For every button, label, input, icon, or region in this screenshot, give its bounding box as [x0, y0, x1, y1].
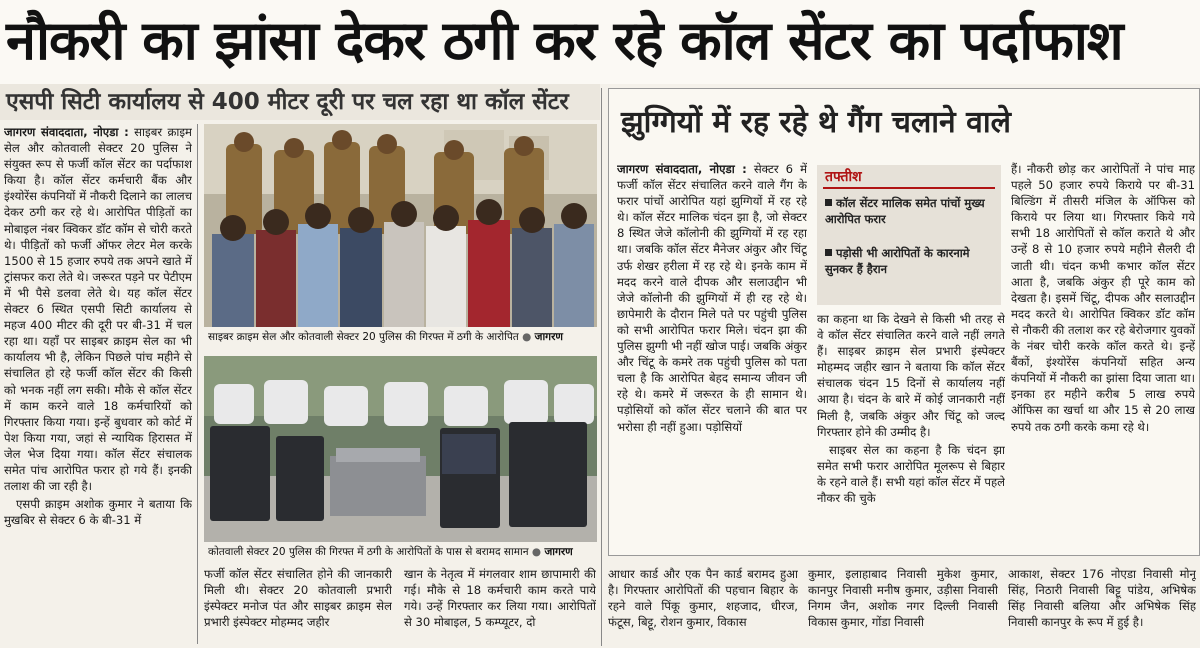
box-col3-text: हैं। नौकरी छोड़ कर आरोपितों ने पांच माह पहले 50 हजार रुपये किराये पर बी-31 बिल्डिंग में तीसरी मंजिल के ऑफिस को किराये पर लिया था। गिरफ्तार किये गये सभी 18 आरोपितों से कॉल कराते थे और उन्हें 8 से 10 हजार रुपये महीने सैलरी दी जाती थी। चंदन कभी कभार कॉल सेंटर आता है, जबकि अंकुर ही पूरे काम को देखता है। इसमें चिंटू, दीपक और सलाउद्दीन मदद करते थे। आरोपित क्विकर डॉट कॉम से नौकरी की तलाश कर रहे बेरोजगार युवकों के नंबर चोरी करके कॉल करते थे। इन्हें बैंकों, इंश्योरेंस कंपनियों सहित अन्य कंपनियों में नौकरी का झांसा दिया जाता था। इनका हर महीने करीब 5 लाख रुपये ऑफिस का खर्चा था और 15 से 20 लाख रुपये तक ठगी करके कमा रहे थे।: [1011, 162, 1195, 434]
slum-gang-story-box: [608, 88, 1200, 556]
sidebar-item-text: पड़ोसी भी आरोपितों के कारनामे सुनकर हैं हैरान: [825, 246, 970, 276]
main-col2-text: फर्जी कॉल सेंटर संचालित होने की जानकारी मिली थी। सेक्टर 20 कोतवाली प्रभारी इंस्पेक्टर मनोज पंत और साइबर क्राइम सेल प्रभारी इंस्पेक्टर मोहम्मद जहीर: [204, 567, 392, 630]
main-col4-text: आधार कार्ड और एक पैन कार्ड बरामद हुआ है। गिरफ्तार आरोपितों की पहचान बिहार के रहने वाले पिंकू कुमार, शहजाद, धीरज, फंटूस, बिट्टू, रोशन कुमार, विकास: [608, 567, 798, 630]
box-byline: जागरण संवाददाता, नोएडा :: [617, 162, 747, 176]
subheadline: एसपी सिटी कार्यालय से 400 मीटर दूरी पर चल रहा था कॉल सेंटर: [6, 89, 569, 115]
main-story-col5: [808, 566, 998, 646]
bottom-photo-caption: [208, 545, 573, 559]
sidebar-item-text: कॉल सेंटर मालिक समेत पांचों मुख्य आरोपित फरार: [825, 196, 985, 226]
sidebar-item: [825, 195, 995, 227]
box-story-title: झुग्गियों में रह रहे थे गैंग चलाने वाले: [621, 105, 1011, 140]
square-bullet-icon: [825, 249, 832, 256]
seized-equipment-image: [204, 356, 597, 542]
main-col1-text: साइबर क्राइम सेल और कोतवाली सेक्टर 20 पुलिस ने संयुक्त रूप से फर्जी कॉल सेंटर का पर्दाफाश किया है। कॉल सेंटर कर्मचारी बैंक और इंश्योरेंस कंपनियों में नौकरी दिलाने का लालच देकर ठगी कर रहे थे। आरोपित पीड़ितों का मोबाइल नंबर क्विकर डॉट कॉम से चोरी करते थे। पीड़ितों को फर्जी ऑफर लेटर मेल करके 1500 से 15 हजार रुपये तक अपने खाते में ट्रांसफर करा लेते थे। जरूरत पड़ने पर पेटीएम में भी पैसे डलवा लेते थे। यह कॉल सेंटर सेक्टर 6 स्थित एसपी सिटी कार्यालय से महज 400 मीटर की दूरी पर बी-31 में चल रहा था। यहाँ पर साइबर क्राइम सेल का भी कार्यालय भी है, लेकिन पिछले पांच महीने से संचालित हो रहे फर्जी कॉल सेंटर की किसी को भनक नहीं लग सकी। मौके से कॉल सेंटर में काम करने वाले 18 कर्मचारियों को गिरफ्तार किया गया। इन्हें बुधवार को कोर्ट में पेश किया गया, जहां से न्यायिक हिरासत में जेल भेज दिया गया। कॉल सेंटर संचालक समेत पांच आरोपित फरार हो गये हैं। इनकी तलाश की जा रही है।: [4, 125, 192, 494]
sidebar-item: [825, 245, 995, 277]
square-bullet-icon: [825, 199, 832, 206]
subheadline-band: [0, 84, 600, 120]
main-story-col2: [204, 566, 392, 646]
top-photo-credit: जागरण: [534, 331, 563, 343]
main-col1-tail: एसपी क्राइम अशोक कुमार ने बताया कि मुखबिर से सेक्टर 6 के बी-31 में: [4, 497, 192, 528]
box-col1-text: सेक्टर 6 में फर्जी कॉल सेंटर संचालित करने वाले गैंग के फरार पांचों आरोपित यहां झुग्गियों में रह रहे थे। कॉल सेंटर मालिक चंदन झा है, जो सेक्टर 8 स्थित जेजे कॉलोनी की झुग्गियों में रह रहा था। जबकि कॉल सेंटर मैनेजर अंकुर और चिंटू उर्फ शेखर हरीला में रह रहे थे। इनके काम में मदद करने वाले दीपक और सलाउद्दीन भी जेजे कॉलोनी की झुग्गियों में ही रह रहे थे। छापेमारी के दौरान मिले पते पर पहुंची पुलिस को सभी आरोपित फरार मिले। चंदन झा की पुलिस झुग्गी भी नहीं खोज पाई। जबकि अंकुर और चिंटू के कमरे तक पहुंची पुलिस को पता चला है कि आरोपित बेहद समान्य जीवन जी रहे थे। कमरे में जरूरत के ही सामान थे। पड़ोसियों को कॉल सेंटर चलाने की बात पर भरोसा ही नहीं हुआ। पड़ोसियों: [617, 162, 807, 434]
box-story-col1: [617, 161, 807, 549]
main-story-col4: [608, 566, 798, 646]
main-story-col3: [404, 566, 596, 646]
camera-bullet-icon: ●: [522, 331, 532, 343]
main-story-col1: [4, 124, 192, 604]
bottom-photo-credit: जागरण: [544, 546, 573, 558]
police-group-image: [204, 124, 597, 327]
box-col2-text: का कहना था कि देखने से किसी भी तरह से वे कॉल सेंटर संचालित करने वाले नहीं लगते हैं। साइबर क्राइम सेल प्रभारी इंस्पेक्टर मोहम्मद जहीर खान ने बताया कि कॉल सेंटर संचालक चंदन 15 दिनों से कार्यालय नहीं आया है। चंदन के बारे में कोई जानकारी नहीं मिली है, जबकि अंकुर और चिंटू को जल्द गिरफ्तार होने की उम्मीद है।: [817, 312, 1005, 439]
headline-band: [0, 0, 1200, 84]
sidebar-rule: [823, 187, 995, 189]
main-byline: जागरण संवाददाता, नोएडा :: [4, 125, 129, 139]
box-story-col2: [817, 311, 1005, 549]
main-story-col6: [1008, 566, 1196, 646]
box-col2-tail: साइबर सेल का कहना है कि चंदन झा समेत सभी फरार आरोपित मूलरूप से बिहार के रहने वाले हैं। सभी यहां कॉल सेंटर में पहले नौकर की चुके: [817, 442, 1005, 506]
top-photo-caption: [208, 330, 563, 344]
top-caption-text: साइबर क्राइम सेल और कोतवाली सेक्टर 20 पुलिस की गिरफ्त में ठगी के आरोपित: [208, 331, 519, 343]
box-story-col3: [1011, 161, 1195, 549]
arrest-photo: [204, 124, 597, 327]
seized-items-photo: [204, 356, 597, 542]
column-rule: [601, 88, 602, 646]
main-col5-text: कुमार, इलाहाबाद निवासी मुकेश कुमार, कानपुर निवासी मनीष कुमार, उड़ीसा निवासी निगम जैन, अशोक नगर दिल्ली निवासी विकास कुमार, गोंडा निवासी: [808, 567, 998, 630]
investigation-sidebar: [817, 165, 1001, 305]
headline: नौकरी का झांसा देकर ठगी कर रहे कॉल सेंटर का पर्दाफाश: [6, 9, 1123, 72]
main-col6-text: आकाश, सेक्टर 176 नोएडा निवासी मोनू सिंह, निठारी निवासी बिट्टू पांडेय, अभिषेक सिंह निवासी बलिया और अभिषेक सिंह निवासी कानपुर के रूप में हुई है।: [1008, 567, 1196, 630]
camera-bullet-icon-2: ●: [531, 546, 542, 558]
column-rule: [197, 124, 198, 644]
bottom-caption-text: कोतवाली सेक्टर 20 पुलिस की गिरफ्त में ठगी के आरोपितों के पास से बरामद सामान: [208, 546, 529, 558]
main-col3-text: खान के नेतृत्व में मंगलवार शाम छापामारी की गई। मौके से 18 कर्मचारी काम करते पाये गये। उन्हें गिरफ्तार कर लिया गया। आरोपितों से 30 मोबाइल, 5 कम्प्यूटर, दो: [404, 567, 596, 630]
sidebar-title: तफ्तीश: [825, 169, 862, 185]
